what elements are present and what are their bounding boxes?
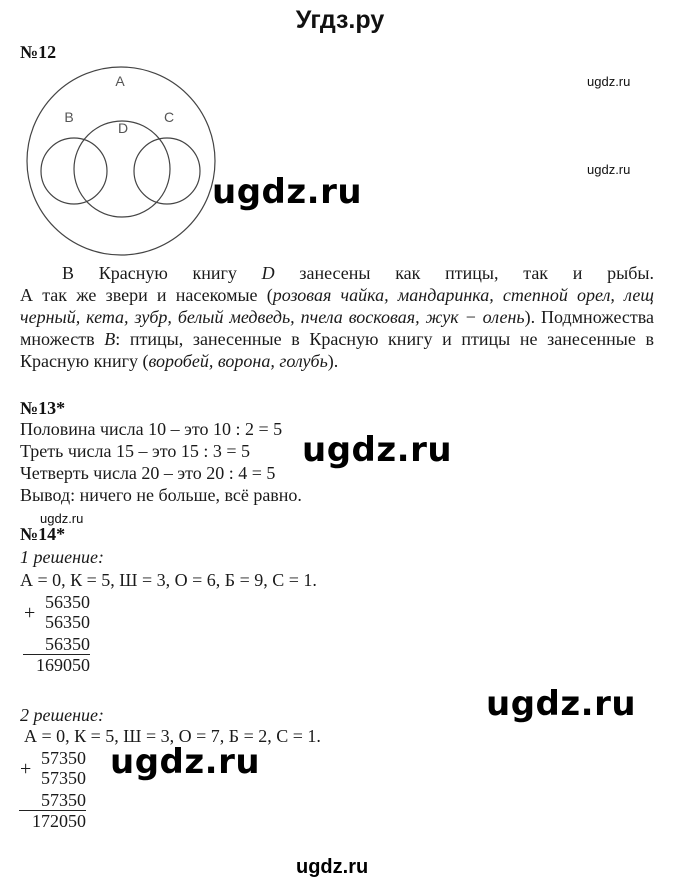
watermark-footer: ugdz.ru <box>296 856 369 878</box>
watermark-large: ugdz.ru <box>302 430 453 470</box>
site-title: Угдз.ру <box>295 6 385 34</box>
line: Четверть числа 20 – это 20 : 4 = 5 <box>20 463 276 483</box>
task-14-number: №14* <box>20 524 66 544</box>
common-birds-examples: воробей, ворона, голубь <box>148 351 328 371</box>
task-12-answer: В Красную книгу D занесены как птицы, так и рыбы. А так же звери и насекомые (розовая чайка, мандаринка, степной орел, лещ черный, кета, зубр, белый медведь, пчела восковая, жук − олень). Подмножества множеств B: птицы, занесенные в Красную книгу и птицы не занесенные в Красную книгу (воробей, ворона, голубь). <box>20 263 655 371</box>
label-a: A <box>115 73 125 89</box>
plus-sign: + <box>20 758 32 780</box>
solution-2-label: 2 решение: <box>20 705 104 725</box>
conclusion: Вывод: ничего не больше, всё равно. <box>20 485 302 505</box>
watermark-large: ugdz.ru <box>110 742 261 782</box>
label-d: D <box>117 120 129 136</box>
watermark-small: ugdz.ru <box>587 162 631 177</box>
set-c-circle <box>134 138 200 204</box>
task-13-answer <box>20 418 302 506</box>
solution-1-label: 1 решение: <box>20 547 104 567</box>
watermark-large: ugdz.ru <box>212 172 363 212</box>
set-a-circle <box>27 67 215 255</box>
watermark-small: ugdz.ru <box>40 511 84 526</box>
column-addition-1: 56350 56350 56350 169050 <box>20 592 90 675</box>
endangered-examples: розовая чайка, мандаринка, степной орел, лещ черный, кета, зубр, белый медведь, пчела восковая, жук − олень <box>20 285 655 327</box>
watermark-large: ugdz.ru <box>486 684 637 724</box>
sum: 169050 <box>23 654 90 675</box>
task-13-number: №13* <box>20 398 66 418</box>
column-addition-2: 57350 57350 57350 172050 <box>16 748 86 831</box>
label-c: C <box>163 109 175 125</box>
plus-sign: + <box>24 602 36 624</box>
task-12-number: №12 <box>20 42 57 62</box>
venn-diagram <box>24 64 220 260</box>
line: Треть числа 15 – это 15 : 3 = 5 <box>20 441 251 461</box>
watermark-small: ugdz.ru <box>587 74 631 89</box>
line: Половина числа 10 – это 10 : 2 = 5 <box>20 419 283 439</box>
sum: 172050 <box>19 810 86 831</box>
solution-2-assignment: А = 0, К = 5, Ш = 3, О = 7, Б = 2, С = 1. <box>24 726 321 746</box>
solution-1-assignment: А = 0, К = 5, Ш = 3, О = 6, Б = 9, С = 1. <box>20 570 317 590</box>
label-b: B <box>64 109 74 125</box>
